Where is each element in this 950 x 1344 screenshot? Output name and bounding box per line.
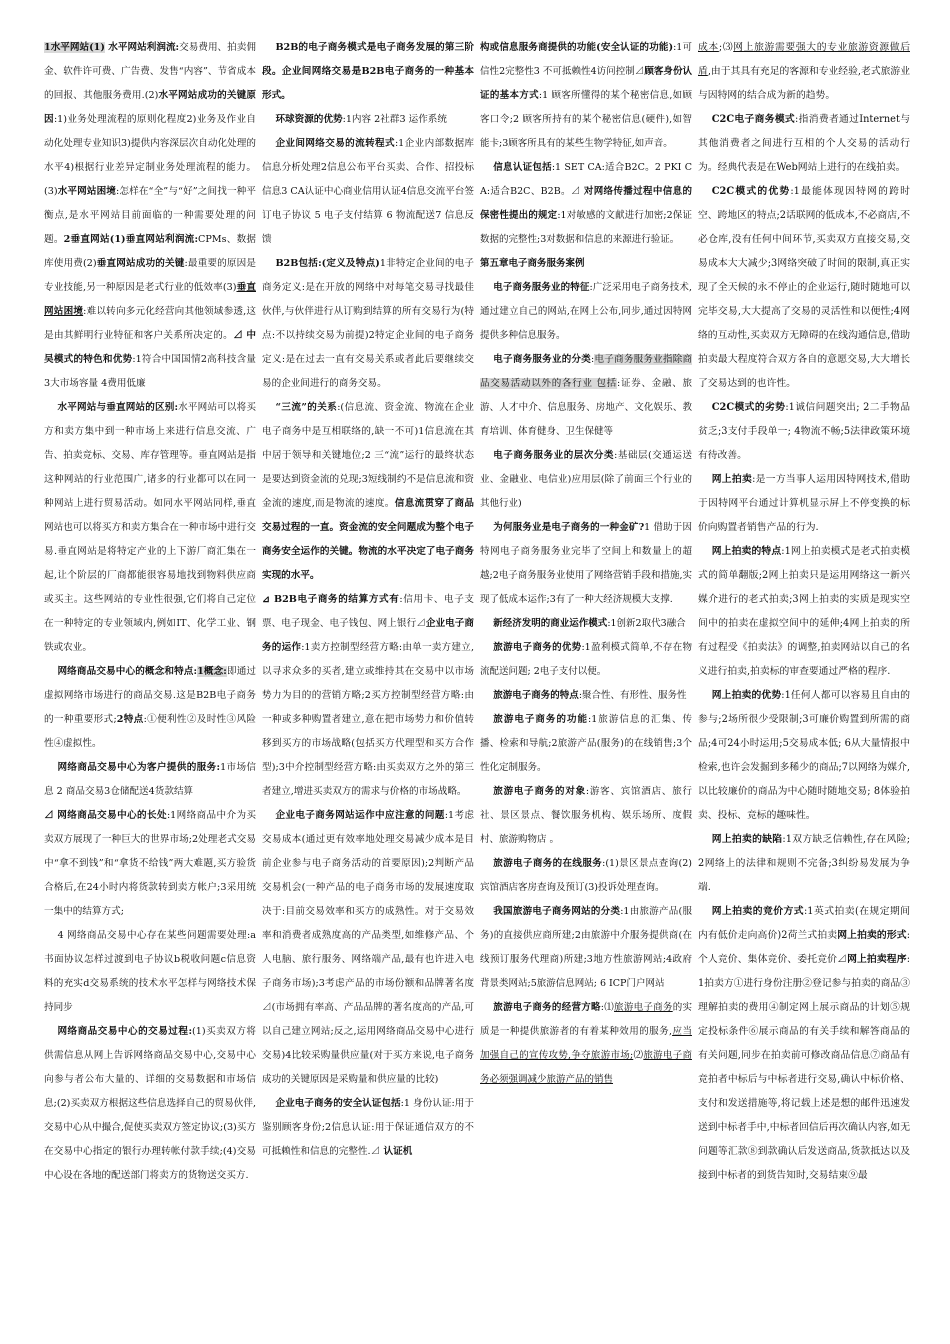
body-text: 水平网站可以将买方和卖方集中到一种市场上来进行信息交流、广告、拍卖竞标、交易、库存管理等。垂直网站是指这种网站的行业范围广,诸多的行业都可以在同一种网站上进行贸易活动。如同水平网站同样,垂直网站也可以将买方和卖方集合在一种市场中进行交易.垂直网站是将特定产业的上下游厂商汇集在一起,让个阶层的厂商都能很容易地找到物料供应商或买主。这些网站的专业性很强,它们将自己定位在一种特定的专业领域内,例如IT、化学工业、钢铁或农业。 [44,402,256,653]
paragraph [262,36,474,108]
paragraph [44,660,256,756]
paragraph [44,804,256,924]
paragraph [480,444,692,516]
body-text: :1网络商品中介为买卖双方展现了一种巨大的世界市场;2处理老式交易中“拿不到钱”和“拿货不给钱”两大难题,买方验货合格后,在24小时内将货款转到卖方帐户;3采用统一集中的结算方式; [44,810,256,917]
paragraph [698,540,910,684]
heading-text: 新经济发明的商业运作模式 [493,618,608,629]
heading-text: 网上拍卖的特点 [711,546,782,557]
body-text: :1可信性2完整性3 不可抵赖性4访问控制⊿ [480,42,692,77]
body-text: :1双方缺乏信赖性,存在风险; 2网络上的法律和规则不完备;3纠纷易发展为争端. [698,834,910,893]
body-text: 交易费用、拍卖佣金、软件许可费、广告费、发售“内容”、节省成本的回报、其他服务费用.(2) [44,42,256,101]
body-text: 1 借助于因特网电子商务服务业完毕了空间上和数量上的超越;2电子商务服务业使用了网络营销手段和措施,实现了低成本运作;3有了一种大经济规模大支撑. [480,522,692,605]
body-text: :(信息流、资金流、物流在企业电子商务中是互相联络的,缺一不可)1信息流在其中居于领导和关键地位;2 三“流”运行的最终状态是要达到资金流的兑现;3短线制约不是信息流和资金流的速度,而是物流的速度。 [262,402,474,509]
heading-text: 构或信息服务商提供的功能(安全认证的功能) [480,42,674,53]
body-text: 4 网络商品交易中心存在某些问题需要处理:a书面协议怎样过渡到电子协议b税收问题c信息资料的充实d交易系统的技术水平怎样与网络技术保持同步 [44,930,256,1013]
paragraph [698,396,910,468]
body-text: :1英式拍卖(在规定期间内有低价走向高价)2荷兰式拍卖 [698,906,910,941]
body-text: 网上旅游需要强大的专业旅游资源做后盾 [698,42,910,77]
text-column-2 [262,36,474,1326]
paragraph [698,900,910,1188]
heading-text: 水平网站与垂直网站的区别: [57,402,178,413]
paragraph [262,252,474,396]
body-text: :指消费者通过Internet与其他消费者之间进行互相的个人交易的活动行为。经典代表是在Web网站上进行的在线拍卖。 [698,114,910,173]
body-text: :1 顾客所懂得的某个秘密信息,如顾客口令;2 顾客所持有的某个秘密信息(硬件),如智能卡;3顾客所具有的某些生物学特征,如声音。 [480,90,692,149]
body-text: :1网上拍卖模式是老式拍卖模式的简单翻版;2网上拍卖只是运用网络这一新兴媒介进行的老式拍卖;3网上拍卖的实质是现实空间中的拍卖在虚拟空间中的延伸;4网上拍卖的所有过程受《拍卖法》的调整,拍卖网站以自己的名义进行拍卖,拍卖标的审查要通过严格的程序. [698,546,910,677]
heading-text: 1概念: [197,666,227,677]
body-text: :(1)景区景点查询(2)宾馆酒店客房查询及预订(3)投诉处理查询。 [480,858,692,893]
body-text: ;⑶ [718,42,734,53]
heading-text: 对网络传播过程中信息的保密性提出的规定 [480,186,692,221]
heading-text: 网上拍卖的优势 [711,690,782,701]
paragraph [480,636,692,684]
paragraph [480,780,692,852]
paragraph [480,684,692,708]
heading-text: 企业电子商务的安全认证包括 [275,1098,401,1109]
paragraph [480,156,692,252]
heading-text: ⊿ 中吴模式的特色和优势 [44,330,256,365]
heading-text: 电子商务服务业的分类 [493,354,592,365]
heading-text: C2C模式的优势 [711,186,791,197]
paragraph [44,396,256,660]
body-text: :个人竞价、集体竞价、委托竞价⊿ [698,930,910,965]
body-text: 应当加强自己的宣传攻势,争夺旅游市场; [480,1026,692,1061]
body-text: :⑴ [600,1002,615,1013]
heading-text: C2C模式的劣势 [711,402,786,413]
heading-text: 网上拍卖的形式 [837,930,907,941]
paragraph [480,900,692,996]
heading-text: 2特点 [116,714,144,725]
heading-text: 企业间网络交易的流转程式 [275,138,395,149]
body-text: :1诚信问题突出; 2二手物品贫乏;3支付手段单一; 4物流不畅;5法律政策环境有待改善。 [698,402,910,461]
heading-text: 电子商务服务业的特征 [493,282,590,293]
paragraph [44,756,256,804]
heading-text: 信息认证包括 [493,162,552,173]
heading-text: 我国旅游电子商务网站的分类 [493,906,621,917]
heading-text: 企业电子商务网站运作中应注意的问题 [275,810,445,821]
body-text: ,由于其具有充足的客源和专业经验,老式旅游业与因特网的结合成为新的趋势。 [698,66,910,101]
paragraph [480,348,692,444]
heading-text: B2B包括:(定义及特点) [275,258,380,269]
paragraph [698,684,910,828]
heading-text: ⊿ B2B电子商务的结算方式有 [262,594,400,605]
body-text: 即通过虚拟网络市场进行的商品交易.这是B2B电子商务的一种重要形式; [44,666,256,725]
heading-text: 顾客身份认证的基本方式 [480,66,692,101]
heading-text: 网上拍卖的缺陷 [711,834,783,845]
heading-text: 为何服务业是电子商务的一种金矿? [493,522,645,533]
paragraph [480,516,692,612]
paragraph [262,804,474,1092]
body-text: :1 SET CA:适合B2C。2 PKI CA:适合B2C、B2B。⊿ [480,162,692,197]
body-text: :1创新2取代3融合 [607,618,686,629]
heading-text: 垂直网站成功的关键 [96,258,185,269]
heading-text: 旅游电子商务的功能 [493,714,589,725]
heading-text: 旅游电子商务的对象 [493,786,586,797]
heading-text: 网上拍卖的竞价方式 [711,906,804,917]
body-text: CPMs、数据库使用费(2) [44,234,256,269]
heading-text: 旅游电子商务的优势 [493,642,582,653]
heading-text: 水平网站困境 [57,186,117,197]
paragraph [698,36,910,108]
paragraph [698,180,910,396]
paragraph [262,108,474,132]
paragraph [44,36,256,396]
text-column-1 [44,36,256,1326]
body-text: :1)业务处理流程的原则化程度2)业务及作业自动化处理专业知识3)提供内容深层次自动化处理的水平4)根据行业差异定制业务处理流程的能力。(3) [44,114,256,197]
body-text: :1内容 2社群3 运作系统 [342,114,447,125]
heading-text: C2C电子商务模式 [711,114,796,125]
body-text: :1最能体现因特网的跨时空、跨地区的特点;2话联网的低成本,不必商店,不必仓库,没有任何中间环节,买卖双方直接交易,交易成本大大减少;3网络突破了时间的限制,真正实现了全天候的永不停止的企业运行,随时随地可以完毕交易,大大提高了交易的灵活性和以便性;4网络的互动性,买卖双方无障碍的在线沟通信息,借助拍卖最大程度符合双方各自的意愿交易,大大增长了交易达到的也许性。 [698,186,910,389]
paragraph [262,588,474,804]
body-text: 1市场信息 2 商品交易3仓储配送4货款结算 [44,762,256,797]
paragraph [262,1092,474,1164]
heading-text: 网络商品交易中心的概念和特点: [57,666,198,677]
heading-text: 网络商品交易中心的交易过程: [57,1026,193,1037]
body-text: :信用卡、电子支票、电子现金、电子钱包、网上银行⊿ [262,594,474,629]
heading-text: ⊿ 网络商品交易中心的长处 [44,810,167,821]
paragraph [698,108,910,180]
body-text: :广泛采用电子商务技术,通过建立自己的网站,在网上公布,同步,通过因特网提供多种信息服务。 [480,282,692,341]
paragraph [262,132,474,252]
text-column-3 [480,36,692,1326]
body-text: :1盈利模式简单,不存在物流配送问题; 2电子支付以便。 [480,642,692,677]
paragraph [44,1020,256,1188]
heading-text: B2B的电子商务模式是电子商务发展的第三阶段。企业间网络交易是B2B电子商务的一种基本形式。 [262,42,474,101]
document-page [44,36,910,1326]
paragraph [480,852,692,900]
paragraph [480,708,692,780]
heading-text: 网上拍卖程序 [846,954,907,965]
heading-text: 旅游电子商务的在线服务 [493,858,603,869]
heading-text: 电子商务服务业的层次分类 [493,450,615,461]
paragraph [44,924,256,1020]
heading-text: 1水平网站(1) [44,42,105,53]
body-text: :1任何人都可以容易且自由的参与;2场所很少受限制;3可廉价购置到所需的商品;4可24小时运用;5交易成本低; 6从大量情报中检索,也许会发掘到多稀少的商品;7以网络为媒介,以比较廉价的商品为中心随时随地交易; 8体验拍卖、投标、竞标的趣味性。 [698,690,910,821]
body-text: :1对敏感的文献进行加密;2保证数据的完整性;3对数据和信息的来源进行验证。 [480,210,692,245]
body-text: :基础层(交通运送业、金融业、电信业)应用层(除了前面三个行业的其他行业) [480,450,692,509]
body-text: :1符合中国国情2高科技含量 3大市场容量 4费用低廉 [44,354,256,389]
body-text: 旅游电子商务 [614,1002,673,1013]
heading-text: “三流”的关系 [275,402,338,413]
paragraph [480,612,692,636]
paragraph [262,396,474,588]
paragraph [480,276,692,348]
body-text: :1考虑交易成本(通过更有效率地处理交易减少成本是目前企业参与电子商务活动的首要原因);2判断产品交易机会(一种产品的电子商务市场的发展速度取决于:目前交易效率和买方的成熟性。对于交易效率和消费者成熟度高的产品类型,如维修产品、个人电脑、旅行服务、网络端产品,最有也许进入电子商务市场);3考虑产品的市场份额和品牌著名度⊿(市场拥有率高、产品品牌的著名度高的产品,可以自己建立网站;反之,运用网络商品交易中心进行交易)4比较采购量供应量(对于买方来说,电子商务成功的关键原因是采购量和供应量的比较) [262,810,474,1085]
body-text: :1由旅游产品(服务)的直接供应商所建;2由旅游中介服务提供商(在线预订服务代理商)所建;3地方性旅游网站;4政府背景类网站;5旅游信息网站; 6 ICP门户网站 [480,906,692,989]
body-text: :难以转向多元化经营向其他领域参透,这是由其鲜明行业特征和客户关系所决定的。 [44,306,256,341]
heading-text: 信息流贯穿了商品交易过程的一直。资金流的安全问题成为整个电子商务安全运作的关键。物流的水平决定了电子商务实现的水平。 [262,498,474,581]
body-text: :①便利性②及时性③风险性④虚拟性。 [44,714,256,749]
paragraph [480,252,692,276]
heading-text: 水平网站利润流: [104,42,180,53]
body-text: 电子商务服务业指除商品交易活动以外的各行业 包括 [480,354,692,389]
body-text: :1卖方控制型经营方略:由单一卖方建立,以寻求众多的买者,建立或维持其在交易中以市场势力为目的的营销方略;2买方控制型经营方略:由一种或多种购置者建立,意在把市场势力和价值转移到买方的市场战略(包括买方代理型和买方合作型);3中介控制型经营方略:由买卖双方之外的第三者建立,增进买卖双方的需求与价格的市场战略。 [262,642,474,797]
heading-text: 2垂直网站(1)垂直网站利润流: [63,234,199,245]
body-text: :1 身份认证:用于鉴别顾客身份;2信息认证:用于保证通信双方的不可抵赖性和信息的完整性.⊿ [262,1098,474,1157]
heading-text: 网上拍卖 [711,474,753,485]
paragraph [480,996,692,1092]
heading-text: 水平网站成功的关键原因 [44,90,256,125]
body-text: 成本 [698,42,719,53]
paragraph [480,36,692,156]
heading-text: 第五章电子商务服务案例 [480,258,585,269]
paragraph [698,468,910,540]
body-text: 1非特定企业间的电子商务定义:是在开放的网络中对每笔交易寻找最佳伙伴,与伙伴进行从订购到结算的所有交易行为(特点:不以持续交易为前提)2特定企业间的电子商务定义:是在过去一直有交易关系或者此后要继续交易的企业间进行的商务交易。 [262,258,474,389]
body-text: :最重要的原因是专业技能,另一种原因是老式行业的低效率(3) [44,258,256,293]
body-text: :是一方当事人运用因特网技术,借助于因特网平台通过计算机显示屏上不停变换的标价向购置者销售产品的行为. [698,474,910,533]
body-text: 旅游电子商务必须强调减少旅游产品的销售 [480,1050,692,1085]
body-text: ⑵ [633,1050,644,1061]
heading-text: 认证机 [380,1146,413,1157]
paragraph [698,828,910,900]
body-text: : [591,354,595,365]
heading-text: 企业电子商务的运作 [262,618,474,653]
body-text: :1企业内部数据库信息分析处理2信息公布平台买卖、合作、招投标信息3 CA认证中心商业信用认证4信息交流平台签订电子协议 5 电子支付结算 6 物流配送7 信息反馈 [262,138,474,245]
body-text: :1拍卖方①进行身份注册②登记参与拍卖的商品③理解拍卖的费用④制定网上展示商品的计划⑤规定投标条件⑥展示商品的有关手续和解答商品的有关问题,同步在拍卖前可修改商品信息⑦商品有竞拍者中标后与中标者进行交易,确认中标价格、支付和发送措施等,将记载上述是想的邮件迅速发送到中标者手中,中标者回信后再次确认内容,如无问题等汇款⑧到款确认后发送商品,货款抵达以及接到中标者的到货告知时,交易结束⑨最 [698,954,910,1181]
body-text: :1旅游信息的汇集、传播、检索和导航;2旅游产品(服务)的在线销售;3个性化定制服务。 [480,714,692,773]
heading-text: 网络商品交易中心为客户提供的服务: [57,762,221,773]
heading-text: 垂直网站困境 [44,282,256,317]
body-text: :怎样在“全”与“好”之间找一种平衡点,是水平网站目前面临的一种需要处理的问题。 [44,186,256,245]
text-column-4 [698,36,910,1326]
body-text: 的实质是一种提供旅游者的有着某种效用的服务, [480,1002,692,1037]
body-text: :聚合性、有形性、服务性 [578,690,687,701]
body-text: :游客、宾馆酒店、旅行社、景区景点、餐饮服务机构、娱乐场所、度假村、旅游购物店 。 [480,786,692,845]
heading-text: 旅游电子商务的特点 [493,690,579,701]
heading-text: 环球资源的优势 [275,114,343,125]
body-text: :证券、金融、旅游、人才中介、信息服务、房地产、文化娱乐、教育培训、体育健身、卫生保健等 [480,378,692,437]
body-text: (1)买卖双方将供需信息从网上告诉网络商品交易中心,交易中心向参与者公布大量的、详细的交易数据和市场信息;(2)买卖双方根据这些信息选择自己的贸易伙伴,交易中心从中撮合,促使买卖双方签定协议;(3)买方在交易中心指定的银行办理转帐付款手续;(4)交易中心设在各地的配送部门将卖方的货物送交买方. [44,1026,256,1181]
heading-text: 旅游电子商务的经营方略 [493,1002,601,1013]
